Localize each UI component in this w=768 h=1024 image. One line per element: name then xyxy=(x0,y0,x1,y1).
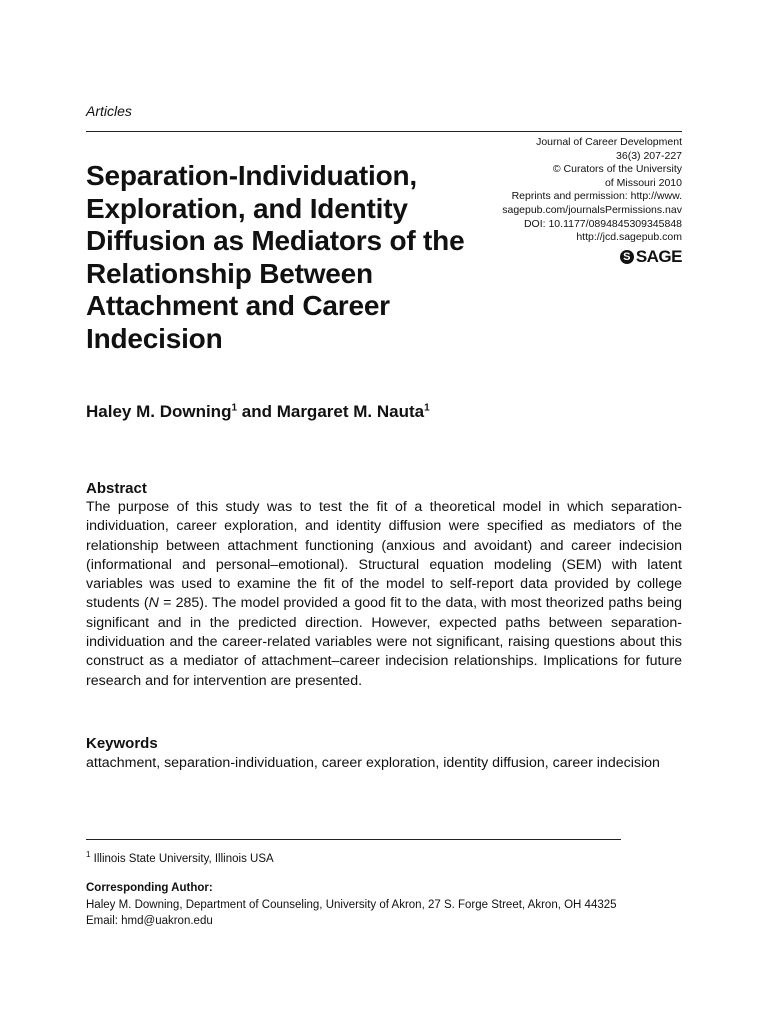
keywords-text: attachment, separation-individuation, career exploration, identity diffusion, career indecision xyxy=(86,755,660,771)
copyright-line: © Curators of the University xyxy=(552,163,682,176)
author-name: Margaret M. Nauta xyxy=(276,402,425,421)
abstract-text-part: = 285). The model provided a good fit to the data, with most theorized paths being significant and in the predicted direction. However, expected paths between separation-individuation and the career-related variables were not significant, raising questions about this construct as a mediator of attachment–career indecision relationships. Implications for future research and for intervention are presented. xyxy=(86,595,682,689)
doi-link[interactable]: DOI: 10.1177/0894845309345848 xyxy=(523,217,682,230)
corresponding-author-heading: Corresponding Author: xyxy=(86,882,213,894)
sage-logo-icon: S xyxy=(620,250,634,264)
corresponding-email[interactable]: Email: hmd@uakron.edu xyxy=(86,915,213,927)
corresponding-author-details xyxy=(86,897,686,929)
corresponding-address: Haley M. Downing, Department of Counseling, University of Akron, 27 S. Forge Street, Akron, OH 44325 xyxy=(86,899,617,911)
sage-logo-text: SAGE xyxy=(635,246,682,266)
author-name: Haley M. Downing xyxy=(86,402,232,421)
permissions-link[interactable]: sagepub.com/journalsPermissions.nav xyxy=(502,203,682,216)
affiliation-marker: 1 xyxy=(231,402,238,414)
copyright-line-2: of Missouri 2010 xyxy=(604,176,682,189)
author-list xyxy=(86,402,430,422)
sage-logo xyxy=(482,246,682,266)
affiliation-marker: 1 xyxy=(424,402,430,414)
journal-url-link[interactable]: http://jcd.sagepub.com xyxy=(576,231,682,244)
journal-volume: 36(3) 207-227 xyxy=(616,149,682,162)
keywords-heading: Keywords xyxy=(86,735,158,752)
abstract-text xyxy=(86,498,682,691)
section-label: Articles xyxy=(86,103,132,119)
header-rule xyxy=(86,131,682,132)
footnote-marker: 1 xyxy=(86,850,91,859)
abstract-text-part: The purpose of this study was to test the fit of a theoretical model in which separation-individuation, career exploration, and identity diffusion were specified as mediators of the relationship between attachment functioning (anxious and avoidant) and career indecision (informational and personal–emotional). Structural equation modeling (SEM) with latent variables was used to examine the fit of the model to self-report data provided by college students ( xyxy=(86,499,682,612)
footnote-rule xyxy=(86,839,621,840)
journal-name: Journal of Career Development xyxy=(536,136,682,148)
sample-size-symbol: N xyxy=(148,595,159,612)
author-connector: and xyxy=(237,402,277,421)
abstract-heading: Abstract xyxy=(86,480,147,497)
footnote-text: Illinois State University, Illinois USA xyxy=(90,852,274,865)
journal-meta xyxy=(482,136,682,264)
affiliation-footnote xyxy=(86,850,274,865)
article-title: Separation-Individuation, Exploration, and Identity Diffusion as Mediators of the Relationship Between Attachment and Career Indecision xyxy=(86,160,465,354)
reprints-line: Reprints and permission: http://www. xyxy=(511,190,682,203)
